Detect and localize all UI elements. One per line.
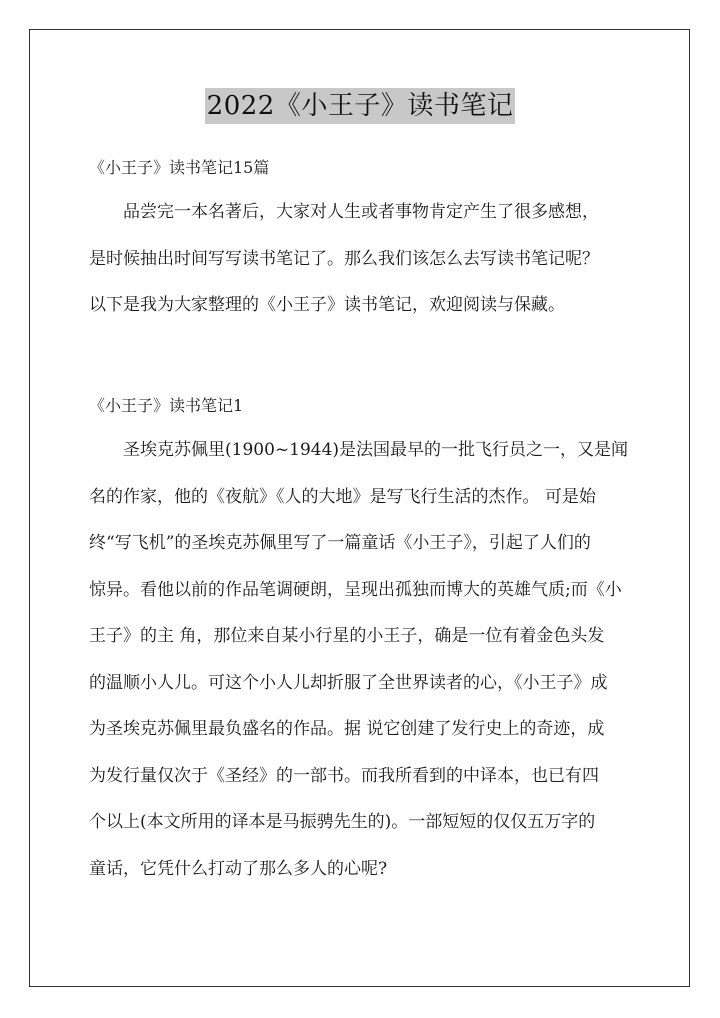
intro-heading: 《小王子》读书笔记15篇	[89, 158, 270, 177]
note1-heading: 《小王子》读书笔记1	[89, 396, 244, 415]
note1-section	[89, 394, 635, 418]
note1-line: 为发行量仅次于《圣经》的一部书。而我所看到的中译本，也已有四	[89, 765, 599, 786]
note1-line: 王子》的主 角，那位来自某小行星的小王子，确是一位有着金色头发	[89, 626, 605, 646]
note1-line: 名的作家，他的《夜航》《人的大地》是写飞行生活的杰作。 可是始	[89, 486, 596, 507]
intro-section	[89, 156, 635, 180]
note1-paragraph	[89, 427, 635, 892]
title-container	[0, 88, 720, 124]
intro-line: 品尝完一本名著后，大家对人生或者事物肯定产生了很多感想，	[123, 202, 599, 222]
note1-line: 圣埃克苏佩里(1900~1944)是法国最早的一批飞行员之一，又是闻	[123, 440, 629, 460]
note1-line: 惊异。看他以前的作品笔调硬朗，呈现出孤独而博大的英雄气质;而《小	[89, 579, 622, 600]
intro-line: 是时候抽出时间写写读书笔记了。那么我们该怎么去写读书笔记呢？	[89, 248, 599, 269]
intro-line: 以下是我为大家整理的《小王子》读书笔记，欢迎阅读与保藏。	[89, 295, 565, 315]
document-title: 2022《小王子》读书笔记	[205, 88, 516, 124]
note1-line: 终“写飞机”的圣埃克苏佩里写了一篇童话《小王子》，引起了人们的	[89, 533, 591, 553]
note1-line: 童话，它凭什么打动了那么多人的心呢?	[89, 858, 388, 879]
note1-line: 的温顺小人儿。可这个小人儿却折服了全世界读者的心，《小王子》成	[89, 672, 608, 693]
note1-line: 为圣埃克苏佩里最负盛名的作品。据 说它创建了发行史上的奇迹，成	[89, 719, 605, 739]
note1-line: 个以上(本文所用的译本是马振骋先生的)。一部短短的仅仅五万字的	[89, 812, 596, 832]
intro-paragraph	[89, 189, 635, 329]
